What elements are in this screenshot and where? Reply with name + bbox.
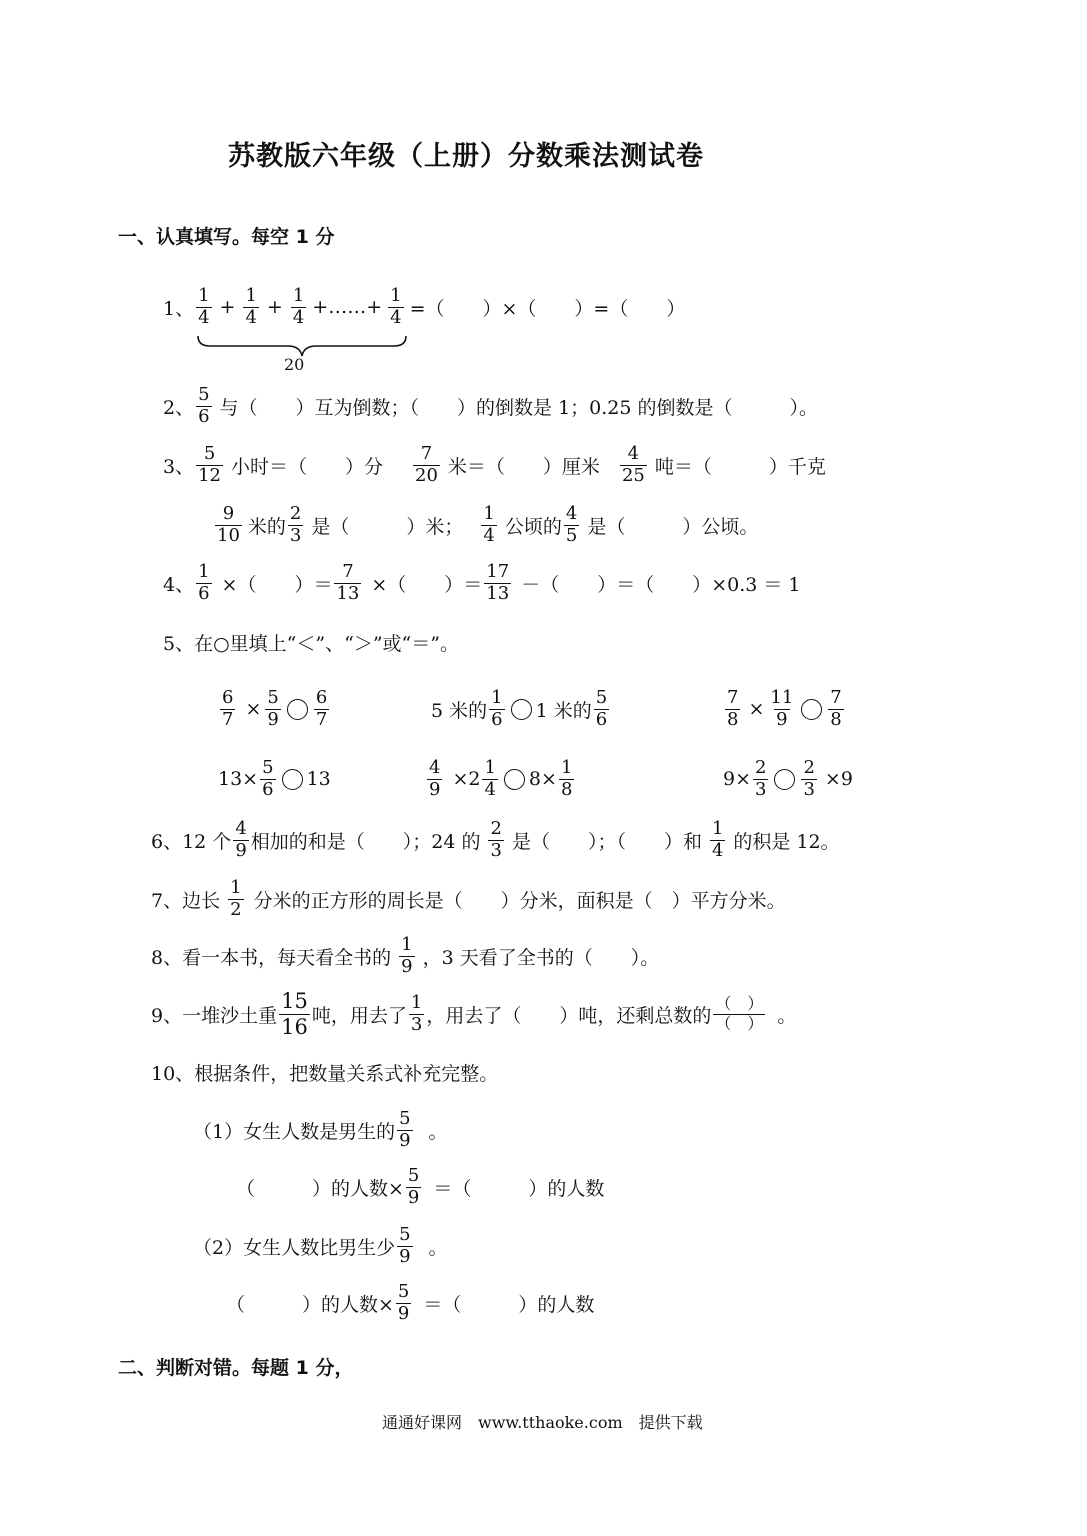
q10-equation-1 — [236, 1162, 604, 1212]
question-number: 8、 — [151, 946, 183, 969]
q10-equation-2 — [226, 1278, 594, 1328]
question-text: ＝（ ）的人数 — [433, 1177, 605, 1200]
fraction: $\frac{5}{6}$ — [198, 383, 210, 427]
compare-circle[interactable] — [801, 699, 822, 720]
question-number: 2、 — [163, 396, 195, 419]
fraction: $\frac{2}{3}$ — [755, 756, 767, 800]
question-text: 根据条件，把数量关系式补充完整。 — [194, 1062, 499, 1085]
question-text: （2）女生人数比男生少 — [193, 1236, 396, 1259]
fraction: $\frac{1}{4}$ — [245, 284, 257, 328]
fraction: $\frac{17}{13}$ — [486, 560, 510, 604]
plus-sign: + — [266, 296, 283, 318]
question-text: 13 — [306, 768, 331, 790]
compare-item — [218, 754, 331, 804]
fraction: $\frac{5}{12}$ — [198, 442, 221, 486]
question-text: 分米的正方形的周长是（ ）分米，面积是（ ）平方分米。 — [253, 889, 786, 912]
question-text: 吨，用去了 — [311, 1004, 407, 1027]
mixed-number: 2 $\frac{1}{4}$ — [468, 756, 496, 800]
question-text: 是（ ）米； — [311, 515, 464, 538]
question-text: 。 — [428, 1236, 448, 1259]
fraction: $\frac{4}{9}$ — [235, 817, 247, 861]
compare-item — [723, 754, 853, 804]
question-3-line-2 — [213, 500, 758, 550]
question-number: 4、 — [163, 573, 195, 596]
fraction: $\frac{1}{2}$ — [230, 876, 242, 920]
question-text: 公顷的 — [504, 515, 562, 538]
question-text: ×9 — [824, 768, 853, 790]
fraction: $\frac{1}{4}$ — [292, 284, 305, 328]
ellipsis: +……+ — [312, 296, 383, 318]
question-text: 5 米的 — [431, 699, 488, 722]
answer-blanks: =（ ）×（ ）=（ ） — [409, 297, 686, 320]
question-text: ×（ ）＝ — [371, 573, 483, 596]
question-text: 边长 — [182, 889, 221, 912]
fraction: $\frac{2}{3}$ — [490, 817, 502, 861]
question-text: 是（ ）；（ ）和 — [511, 830, 702, 853]
question-7 — [151, 874, 786, 924]
compare-item — [723, 684, 846, 734]
question-text: ×（ ）＝ — [221, 573, 333, 596]
question-text: 米＝（ ）厘米 — [447, 455, 600, 478]
fraction: $\frac{5}{6}$ — [595, 686, 608, 730]
fraction: $\frac{6}{7}$ — [222, 686, 234, 730]
fraction: $\frac{1}{3}$ — [410, 991, 423, 1035]
fraction: $\frac{5}{9}$ — [399, 1223, 411, 1267]
fraction: $\frac{4}{9}$ — [429, 756, 441, 800]
question-8 — [151, 931, 659, 981]
question-text: 一堆沙土重 — [182, 1004, 278, 1027]
fraction: $\frac{1}{4}$ — [483, 502, 495, 546]
fraction: $\frac{1}{6}$ — [198, 560, 210, 604]
q10-condition-1 — [193, 1105, 448, 1155]
question-text: （ ）的人数× — [226, 1293, 394, 1316]
question-9 — [151, 989, 796, 1039]
question-text: 。 — [777, 1004, 797, 1027]
question-6 — [151, 815, 840, 865]
fraction: $\frac{6}{7}$ — [315, 686, 328, 730]
fraction: $\frac{9}{10}$ — [217, 502, 240, 546]
page-title: 苏教版六年级（上册）分数乘法测试卷 — [228, 141, 704, 172]
question-text: ，3 天看了全书的（ ）。 — [422, 946, 660, 969]
fraction: $\frac{1}{8}$ — [560, 756, 573, 800]
fraction: $\frac{5}{9}$ — [399, 1107, 411, 1151]
compare-circle[interactable] — [504, 769, 525, 790]
fraction: $\frac{5}{6}$ — [262, 756, 274, 800]
question-text: 13× — [218, 768, 259, 790]
question-4 — [163, 558, 801, 608]
fraction: $\frac{7}{8}$ — [727, 686, 739, 730]
q10-condition-2 — [193, 1221, 448, 1271]
question-number: 5、 — [163, 632, 195, 655]
question-text: 相加的和是（ ）；24 的 — [250, 830, 481, 853]
question-number: 1、 — [163, 297, 195, 320]
fraction: $\frac{2}{3}$ — [803, 756, 815, 800]
question-number: 9、 — [151, 1004, 183, 1027]
times-sign: × — [748, 698, 765, 720]
times-sign: × — [245, 698, 262, 720]
question-text: 与（ ）互为倒数；（ ）的倒数是 1；0.25 的倒数是（ ）。 — [219, 396, 819, 419]
question-text: 。 — [428, 1120, 448, 1143]
question-text: 的积是 12。 — [733, 830, 840, 853]
question-text: 1 米的 — [535, 699, 592, 722]
question-text: 米的 — [247, 515, 286, 538]
question-text: －（ ）＝（ ）×0.3 ＝ 1 — [521, 573, 801, 596]
times-sign: × — [452, 768, 469, 790]
fraction: $\frac{4}{25}$ — [621, 442, 645, 486]
plus-sign: + — [219, 296, 236, 318]
question-10 — [151, 1047, 498, 1097]
compare-item — [431, 684, 611, 734]
compare-item — [425, 754, 576, 804]
fraction: $\frac{1}{4}$ — [711, 817, 724, 861]
question-3 — [163, 440, 826, 490]
question-5 — [163, 617, 459, 667]
section-2-heading: 二、判断对错。每题 1 分， — [118, 1357, 354, 1379]
question-text: （ ）的人数× — [236, 1177, 404, 1200]
compare-circle[interactable] — [282, 769, 303, 790]
section-1-heading: 一、认真填写。每空 1 分 — [118, 226, 335, 248]
question-text: 吨＝（ ）千克 — [654, 455, 826, 478]
question-text: 12 个 — [182, 830, 232, 853]
fraction: $\frac{1}{6}$ — [491, 686, 503, 730]
fraction: $\frac{7}{20}$ — [415, 442, 438, 486]
footer: 通通好课网 www.tthaoke.com 提供下载 — [382, 1413, 703, 1432]
brace-count: 20 — [284, 355, 305, 374]
question-text: 9× — [723, 768, 752, 790]
fraction: $\frac{11}{9}$ — [770, 686, 794, 730]
compare-circle[interactable] — [774, 769, 795, 790]
question-text: 小时＝（ ）分 — [231, 455, 384, 478]
question-text: （1）女生人数是男生的 — [193, 1120, 396, 1143]
question-text: ＝（ ）的人数 — [423, 1293, 595, 1316]
blank-fraction[interactable]: $\frac{( )}{( )}$ — [715, 993, 764, 1033]
fraction: $\frac{4}{5}$ — [565, 502, 578, 546]
question-text: ，用去了（ ）吨，还剩总数的 — [426, 1004, 712, 1027]
fraction: $\frac{15}{16}$ — [281, 989, 308, 1039]
compare-circle[interactable] — [511, 699, 532, 720]
fraction: $\frac{1}{4}$ — [390, 284, 402, 328]
fraction: $\frac{7}{13}$ — [336, 560, 360, 604]
fraction: $\frac{2}{3}$ — [289, 502, 302, 546]
question-1 — [163, 282, 685, 332]
fraction: $\frac{1}{4}$ — [198, 284, 210, 328]
fraction: $\frac{5}{9}$ — [407, 1164, 420, 1208]
question-text: 是（ ）公顷。 — [587, 515, 759, 538]
compare-item — [218, 684, 331, 734]
fraction: $\frac{1}{9}$ — [401, 933, 413, 977]
question-number: 7、 — [151, 889, 183, 912]
question-text: 8× — [528, 768, 557, 790]
question-2 — [163, 381, 818, 431]
question-number: 6、 — [151, 830, 183, 853]
compare-circle[interactable] — [287, 699, 308, 720]
question-text: 看一本书，每天看全书的 — [182, 946, 392, 969]
question-number: 10、 — [151, 1062, 195, 1085]
fraction: $\frac{7}{8}$ — [830, 686, 842, 730]
question-text: 在○里填上“＜”、“＞”或“＝”。 — [194, 632, 459, 655]
question-number: 3、 — [163, 455, 195, 478]
fraction: $\frac{5}{9}$ — [267, 686, 279, 730]
fraction: $\frac{5}{9}$ — [397, 1280, 410, 1324]
